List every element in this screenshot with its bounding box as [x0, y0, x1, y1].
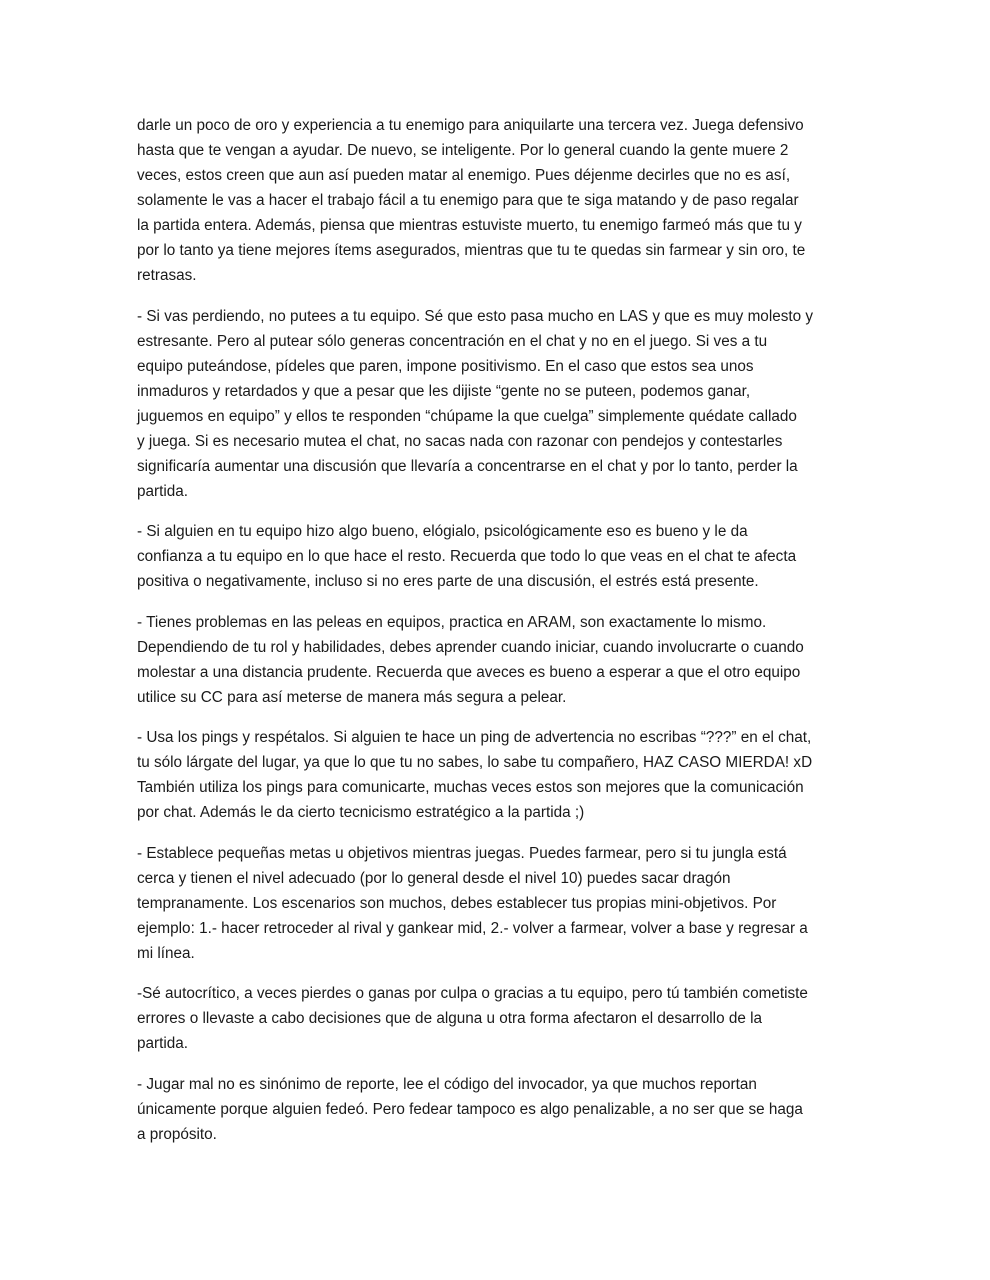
text-line: - Si alguien en tu equipo hizo algo bueno, elógialo, psicológicamente eso es bueno y le da — [137, 523, 748, 540]
text-line: estresante. Pero al putear sólo generas concentración en el chat y no en el juego. Si ves a tu — [137, 332, 768, 350]
paragraph-8 — [137, 1072, 857, 1147]
text-line: partida. — [137, 482, 189, 500]
text-line: la partida entera. Además, piensa que mientras estuviste muerto, tu enemigo farmeó más que tu y — [137, 217, 802, 234]
text-line: positiva o negativamente, incluso si no eres parte de una discusión, el estrés está presente. — [137, 573, 759, 590]
text-line: a propósito. — [137, 1125, 217, 1143]
text-line: tempranamente. Los escenarios son muchos, debes establecer tus propias mini-objetivos. Por — [137, 894, 777, 912]
text-line: tu sólo lárgate del lugar, ya que lo que tu no sabes, lo sabe tu compañero, HAZ CASO MIERDA! xD — [137, 754, 813, 771]
paragraph-3 — [137, 519, 857, 594]
paragraph-4 — [137, 610, 857, 710]
text-line: mi línea. — [137, 944, 195, 962]
text-line: Dependiendo de tu rol y habilidades, debes aprender cuando iniciar, cuando involucrarte o cuando — [137, 638, 804, 656]
text-line: - Jugar mal no es sinónimo de reporte, lee el código del invocador, ya que muchos reportan — [137, 1075, 757, 1093]
paragraph-6 — [137, 841, 857, 966]
text-line: -Sé autocrítico, a veces pierdes o ganas por culpa o gracias a tu equipo, pero tú también cometiste — [137, 985, 808, 1002]
text-line: solamente le vas a hacer el trabajo fácil a tu enemigo para que te siga matando y de paso regalar — [137, 192, 799, 209]
text-line: significaría aumentar una discusión que llevaría a concentrarse en el chat y por lo tanto, perder la — [137, 457, 798, 475]
text-line: equipo puteándose, pídeles que paren, impone positivismo. En el caso que estos sea unos — [137, 357, 754, 375]
text-line: por lo tanto ya tiene mejores ítems asegurados, mientras que tu te quedas sin farmear y sin oro, te — [137, 242, 806, 259]
text-line: También utiliza los pings para comunicarte, muchas veces estos son mejores que la comunicación — [137, 779, 804, 796]
text-line: hasta que te vengan a ayudar. De nuevo, se inteligente. Por lo general cuando la gente muere 2 — [137, 142, 789, 159]
text-line: por chat. Además le da cierto tecnicismo estratégico a la partida ;) — [137, 804, 585, 821]
text-line: cerca y tienen el nivel adecuado (por lo general desde el nivel 10) puedes sacar dragón — [137, 869, 731, 887]
text-line: partida. — [137, 1035, 189, 1052]
document-body — [137, 113, 857, 1162]
text-line: juguemos en equipo” y ellos te responden “chúpame la que cuelga” simplemente quédate callado — [137, 407, 797, 425]
text-line: ejemplo: 1.- hacer retroceder al rival y gankear mid, 2.- volver a farmear, volver a base y regresar a — [137, 919, 808, 937]
text-line: errores o llevaste a cabo decisiones que de alguna u otra forma afectaron el desarrollo de la — [137, 1010, 762, 1027]
text-line: - Establece pequeñas metas u objetivos mientras juegas. Puedes farmear, pero si tu jungla está — [137, 844, 787, 862]
text-line: molestar a una distancia prudente. Recuerda que aveces es bueno a esperar a que el otro equipo — [137, 663, 801, 681]
text-line: únicamente porque alguien fedeó. Pero fedear tampoco es algo penalizable, a no ser que se haga — [137, 1100, 803, 1118]
text-line: - Usa los pings y respétalos. Si alguien te hace un ping de advertencia no escribas “???” en el chat, — [137, 729, 812, 746]
text-line: inmaduros y retardados y que a pesar que les dijiste “gente no se puteen, podemos ganar, — [137, 382, 751, 400]
text-line: veces, estos creen que aun así pueden matar al enemigo. Pues déjenme decirles que no es así, — [137, 167, 791, 184]
text-line: - Si vas perdiendo, no putees a tu equipo. Sé que esto pasa mucho en LAS y que es muy molesto y — [137, 307, 814, 325]
paragraph-1 — [137, 113, 857, 288]
text-line: darle un poco de oro y experiencia a tu enemigo para aniquilarte una tercera vez. Juega defensivo — [137, 117, 804, 134]
paragraph-7 — [137, 981, 857, 1056]
paragraph-5 — [137, 725, 857, 825]
text-line: utilice su CC para así meterse de manera más segura a pelear. — [137, 688, 567, 706]
text-line: retrasas. — [137, 267, 197, 284]
text-line: y juega. Si es necesario mutea el chat, no sacas nada con razonar con pendejos y contestarles — [137, 432, 783, 450]
text-line: - Tienes problemas en las peleas en equipos, practica en ARAM, son exactamente lo mismo. — [137, 613, 767, 631]
text-line: confianza a tu equipo en lo que hace el resto. Recuerda que todo lo que veas en el chat te afecta — [137, 548, 797, 565]
paragraph-2 — [137, 304, 857, 504]
